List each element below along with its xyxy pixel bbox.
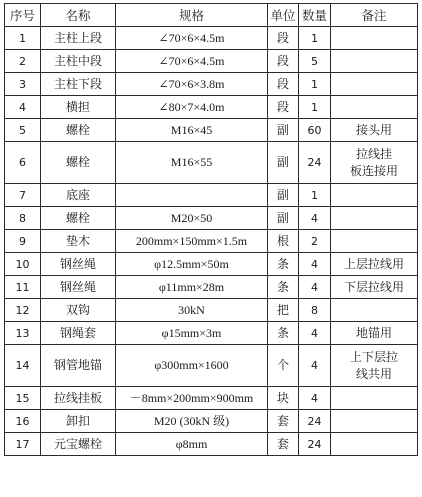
table-cell-note [331,433,418,456]
table-cell-unit: 副 [268,119,299,142]
table-cell-seq: 8 [5,207,41,230]
table-cell-qty: 1 [299,27,331,50]
table-cell-seq: 15 [5,387,41,410]
table-row [5,433,418,456]
table-cell-name: 底座 [41,184,116,207]
table-cell-unit: 条 [268,276,299,299]
table-cell-name: 横担 [41,96,116,119]
table-cell-qty: 4 [299,322,331,345]
table-cell-spec [116,184,268,207]
table-cell-note: 上下层拉 线共用 [331,345,418,387]
table-cell-seq: 12 [5,299,41,322]
table-cell-note: 下层拉线用 [331,276,418,299]
table-cell-name: 钢丝绳 [41,276,116,299]
header-name: 名称 [41,4,116,27]
table-cell-qty: 4 [299,345,331,387]
table-cell-note [331,410,418,433]
table-row [5,253,418,276]
table-cell-spec: ∠70×6×3.8m [116,73,268,96]
table-cell-spec: M20 (30kN 级) [116,410,268,433]
table-cell-name: 卸扣 [41,410,116,433]
table-cell-name: 双钩 [41,299,116,322]
table-cell-unit: 段 [268,27,299,50]
table-cell-unit: 段 [268,50,299,73]
table-cell-note [331,184,418,207]
table-cell-unit: 把 [268,299,299,322]
table-cell-unit: 副 [268,184,299,207]
table-cell-unit: 个 [268,345,299,387]
table-cell-qty: 1 [299,184,331,207]
table-cell-unit: 根 [268,230,299,253]
table-cell-seq: 13 [5,322,41,345]
table-row [5,322,418,345]
table-cell-unit: 副 [268,207,299,230]
table-row [5,73,418,96]
header-row [5,4,418,27]
table-cell-name: 钢绳套 [41,322,116,345]
table-cell-qty: 4 [299,253,331,276]
table-cell-note [331,27,418,50]
materials-table [4,3,418,456]
table-cell-qty: 60 [299,119,331,142]
table-cell-qty: 8 [299,299,331,322]
table-cell-name: 拉线挂板 [41,387,116,410]
table-cell-note: 拉线挂 板连接用 [331,142,418,184]
table-cell-spec: M20×50 [116,207,268,230]
table-cell-unit: 段 [268,73,299,96]
table-cell-seq: 14 [5,345,41,387]
table-cell-qty: 4 [299,276,331,299]
table-cell-note: 上层拉线用 [331,253,418,276]
table-row [5,207,418,230]
table-cell-name: 螺栓 [41,119,116,142]
table-cell-seq: 10 [5,253,41,276]
table-cell-seq: 1 [5,27,41,50]
table-cell-name: 主柱下段 [41,73,116,96]
table-cell-spec: ∠80×7×4.0m [116,96,268,119]
table-cell-qty: 1 [299,73,331,96]
table-cell-unit: 块 [268,387,299,410]
table-cell-spec: φ11mm×28m [116,276,268,299]
table-cell-qty: 1 [299,96,331,119]
table-cell-note: 地锚用 [331,322,418,345]
table-cell-spec: M16×45 [116,119,268,142]
table-cell-unit: 副 [268,142,299,184]
table-cell-note [331,73,418,96]
table-cell-name: 垫木 [41,230,116,253]
table-cell-seq: 4 [5,96,41,119]
table-cell-spec: φ12.5mm×50m [116,253,268,276]
table-row [5,142,418,184]
table-cell-seq: 5 [5,119,41,142]
table-cell-spec: 30kN [116,299,268,322]
table-cell-seq: 6 [5,142,41,184]
table-cell-qty: 24 [299,433,331,456]
table-cell-note [331,299,418,322]
header-seq: 序号 [5,4,41,27]
table-cell-name: 螺栓 [41,207,116,230]
header-unit: 单位 [268,4,299,27]
table-body [5,27,418,456]
table-row [5,410,418,433]
table-cell-spec: 200mm×150mm×1.5m [116,230,268,253]
table-cell-spec: φ15mm×3m [116,322,268,345]
table-cell-note [331,387,418,410]
header-note: 备注 [331,4,418,27]
table-cell-note [331,230,418,253]
table-row [5,345,418,387]
table-cell-spec: ∠70×6×4.5m [116,50,268,73]
table-cell-qty: 4 [299,207,331,230]
table-cell-spec: －8mm×200mm×900mm [116,387,268,410]
table-cell-name: 螺栓 [41,142,116,184]
table-row [5,184,418,207]
table-cell-name: 钢管地锚 [41,345,116,387]
table-cell-note [331,50,418,73]
table-cell-qty: 5 [299,50,331,73]
table-cell-unit: 套 [268,410,299,433]
table-row [5,387,418,410]
table-row [5,96,418,119]
header-spec: 规格 [116,4,268,27]
table-cell-qty: 2 [299,230,331,253]
table-cell-qty: 24 [299,142,331,184]
table-cell-note: 接头用 [331,119,418,142]
table-cell-unit: 条 [268,322,299,345]
materials-table-container [4,3,418,456]
table-cell-seq: 16 [5,410,41,433]
table-row [5,50,418,73]
table-cell-spec: φ8mm [116,433,268,456]
table-cell-seq: 2 [5,50,41,73]
table-cell-seq: 17 [5,433,41,456]
table-cell-name: 主柱中段 [41,50,116,73]
table-row [5,119,418,142]
table-cell-spec: ∠70×6×4.5m [116,27,268,50]
table-cell-unit: 条 [268,253,299,276]
table-cell-name: 元宝螺栓 [41,433,116,456]
table-cell-unit: 套 [268,433,299,456]
table-cell-note [331,96,418,119]
table-row [5,299,418,322]
table-row [5,27,418,50]
table-cell-seq: 11 [5,276,41,299]
header-qty: 数量 [299,4,331,27]
table-cell-seq: 7 [5,184,41,207]
table-cell-seq: 9 [5,230,41,253]
table-cell-spec: M16×55 [116,142,268,184]
table-cell-qty: 24 [299,410,331,433]
table-cell-name: 钢丝绳 [41,253,116,276]
table-cell-name: 主柱上段 [41,27,116,50]
table-cell-unit: 段 [268,96,299,119]
table-row [5,230,418,253]
table-cell-note [331,207,418,230]
table-cell-qty: 4 [299,387,331,410]
table-cell-seq: 3 [5,73,41,96]
table-row [5,276,418,299]
table-cell-spec: φ300mm×1600 [116,345,268,387]
